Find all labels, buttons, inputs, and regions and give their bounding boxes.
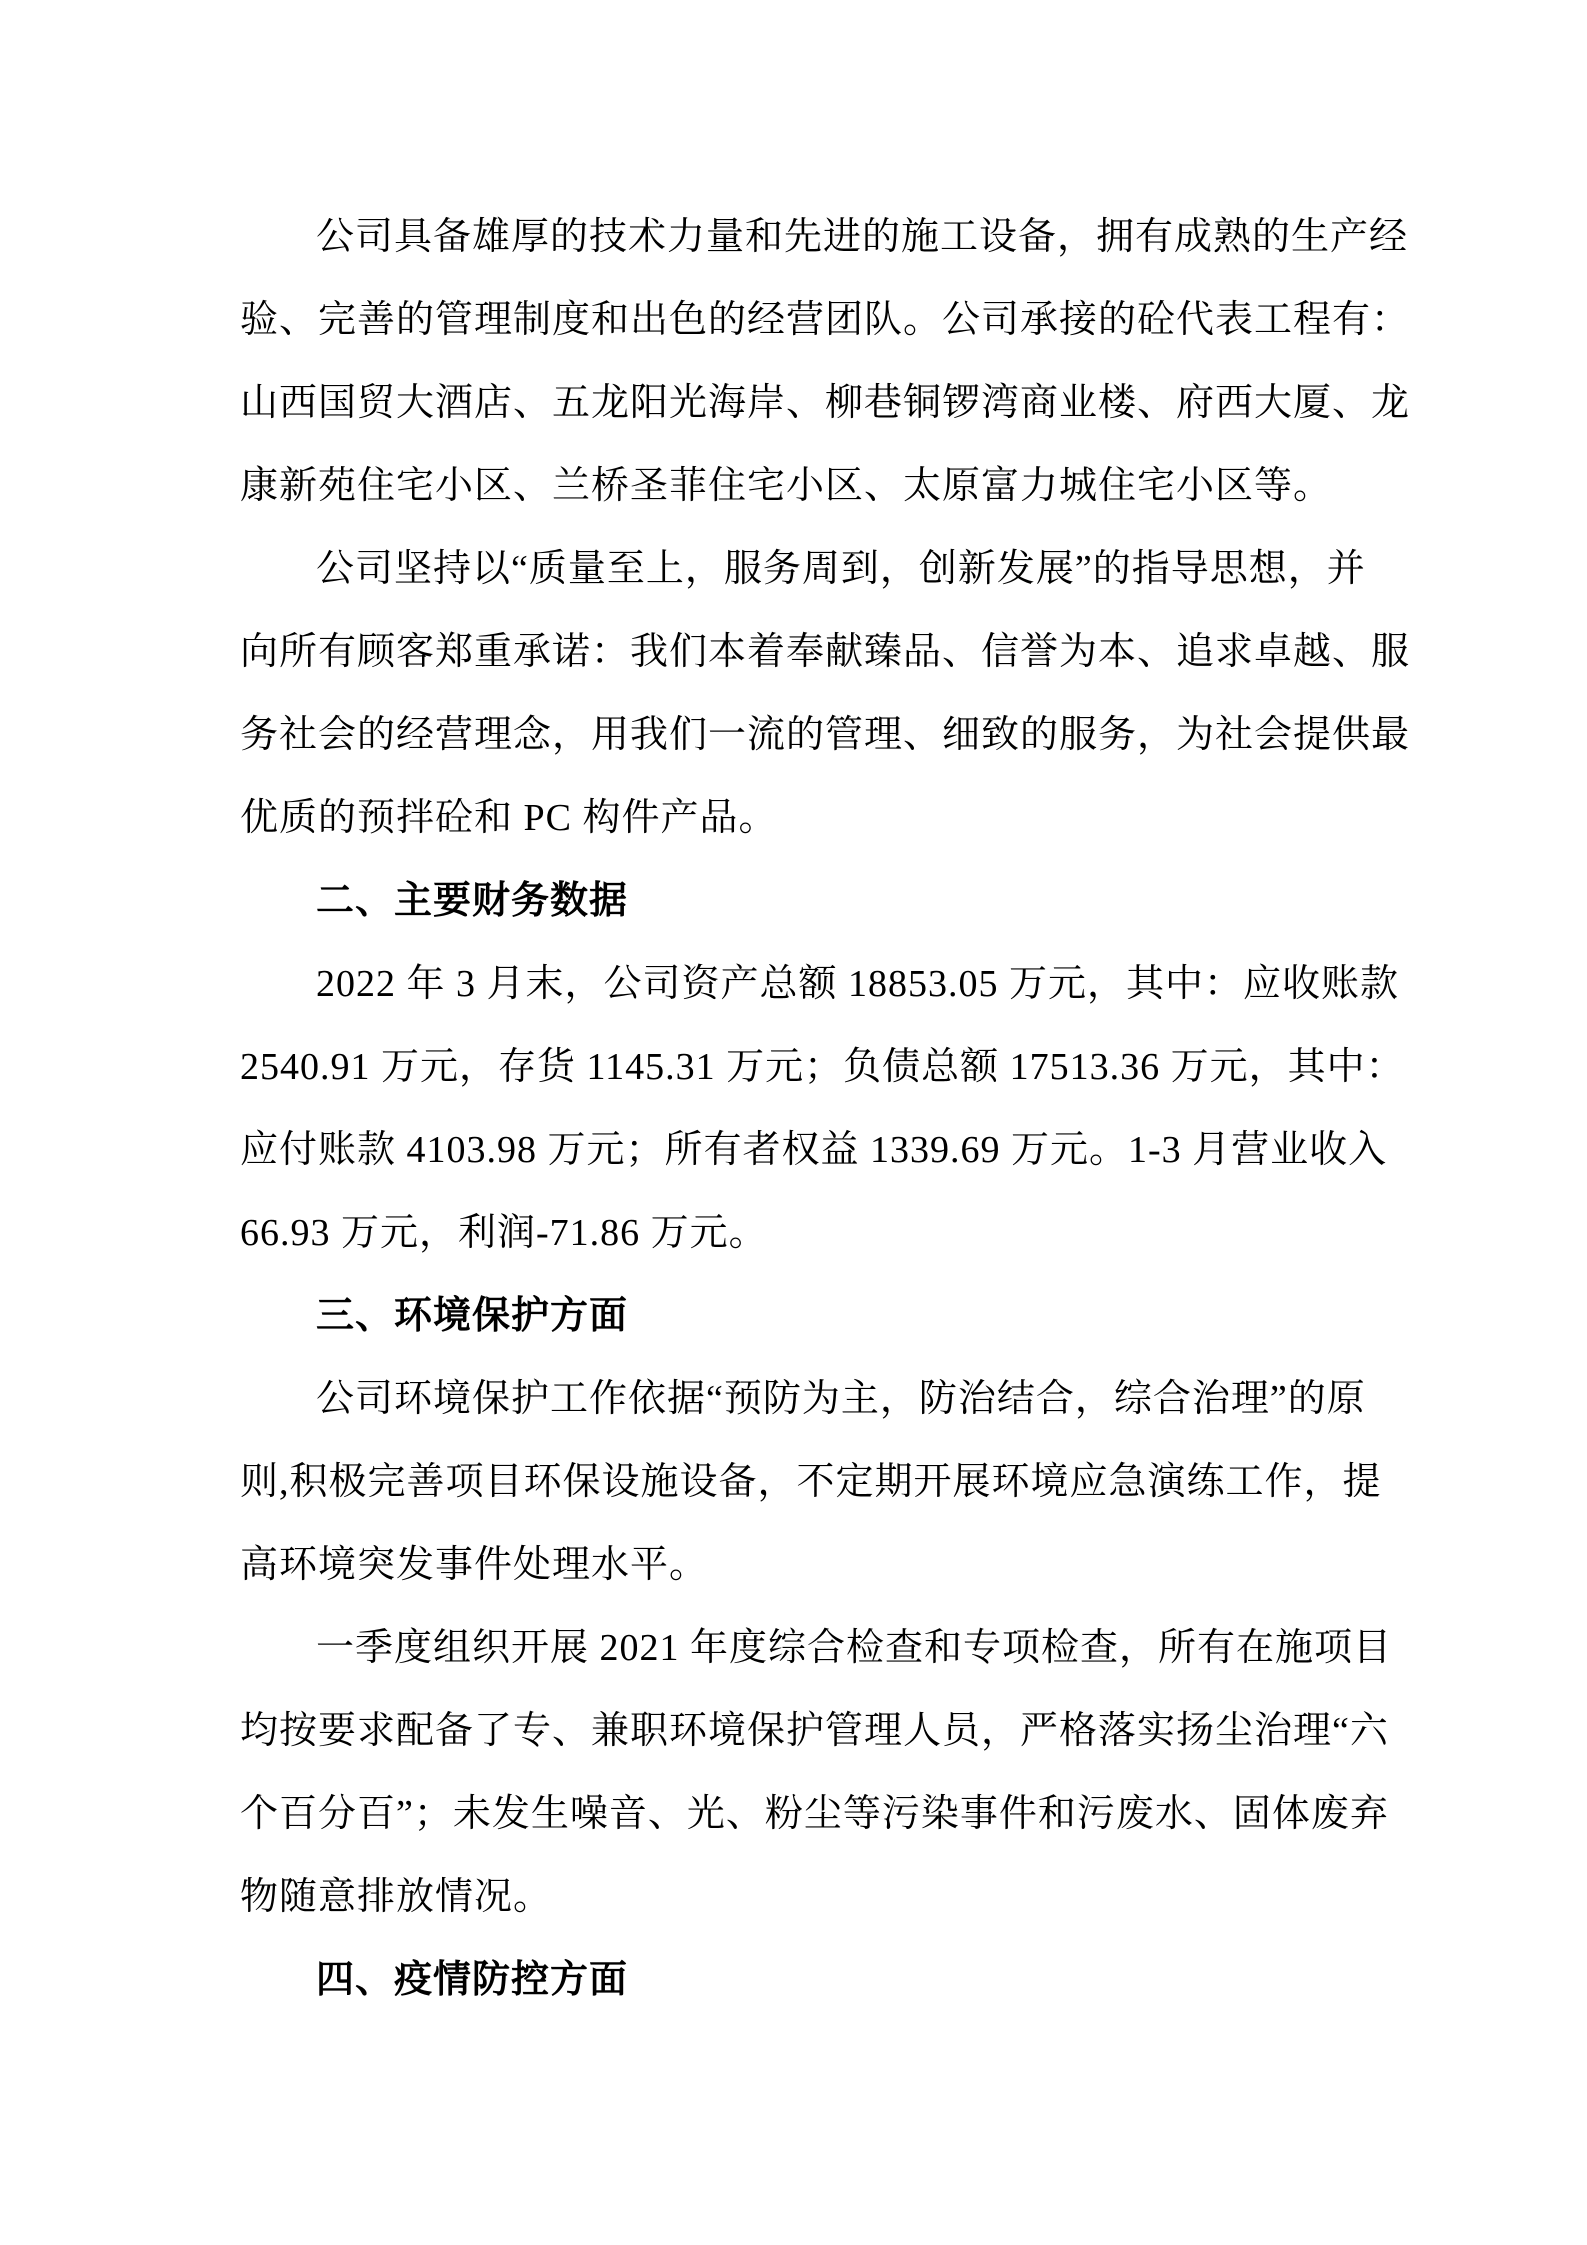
company-strength-paragraph (240, 196, 1440, 528)
text-line: 高环境突发事件处理水平。 (240, 1544, 709, 1586)
text-line: 优质的预拌砼和 PC 构件产品。 (240, 797, 778, 839)
text-line: 验、完善的管理制度和出色的经营团队。公司承接的砼代表工程有： (240, 299, 1411, 341)
section-3-heading-environmental-protection (240, 1275, 1440, 1358)
text-line: 康新苑住宅小区、兰桥圣菲住宅小区、太原富力城住宅小区等。 (240, 465, 1333, 507)
text-line: 公司具备雄厚的技术力量和先进的施工设备，拥有成熟的生产经 (316, 216, 1409, 258)
text-line: 均按要求配备了专、兼职环境保护管理人员，严格落实扬尘治理“六 (240, 1710, 1389, 1752)
section-2-heading-financial-data (240, 860, 1440, 943)
text-line: 物随意排放情况。 (240, 1876, 553, 1918)
text-line: 务社会的经营理念，用我们一流的管理、细致的服务，为社会提供最 (240, 714, 1411, 756)
company-commitment-paragraph (240, 528, 1440, 860)
environmental-inspection-paragraph (240, 1607, 1440, 1939)
text-line: 2022 年 3 月末，公司资产总额 18853.05 万元，其中：应收账款 (316, 963, 1400, 1005)
text-line: 公司环境保护工作依据“预防为主，防治结合，综合治理”的原 (316, 1378, 1366, 1420)
heading-line: 四、疫情防控方面 (316, 1959, 629, 2001)
text-line: 应付账款 4103.98 万元；所有者权益 1339.69 万元。1-3 月营业收入 (240, 1129, 1388, 1171)
heading-line: 三、环境保护方面 (316, 1295, 629, 1337)
document-body (240, 196, 1440, 2022)
environmental-policy-paragraph (240, 1358, 1440, 1607)
text-line: 个百分百”；未发生噪音、光、粉尘等污染事件和污废水、固体废弃 (240, 1793, 1389, 1835)
section-4-heading-pandemic-prevention (240, 1939, 1440, 2022)
financial-data-paragraph (240, 943, 1440, 1275)
text-line: 公司坚持以“质量至上，服务周到，创新发展”的指导思想，并 (316, 548, 1366, 590)
text-line: 66.93 万元，利润-71.86 万元。 (240, 1212, 768, 1254)
text-line: 2540.91 万元，存货 1145.31 万元；负债总额 17513.36 万元，其中： (240, 1046, 1405, 1088)
text-line: 向所有顾客郑重承诺：我们本着奉献臻品、信誉为本、追求卓越、服 (240, 631, 1411, 673)
heading-line: 二、主要财务数据 (316, 880, 629, 922)
text-line: 一季度组织开展 2021 年度综合检查和专项检查，所有在施项目 (316, 1627, 1393, 1669)
text-line: 山西国贸大酒店、五龙阳光海岸、柳巷铜锣湾商业楼、府西大厦、龙 (240, 382, 1411, 424)
text-line: 则,积极完善项目环保设施设备，不定期开展环境应急演练工作，提 (240, 1461, 1382, 1503)
